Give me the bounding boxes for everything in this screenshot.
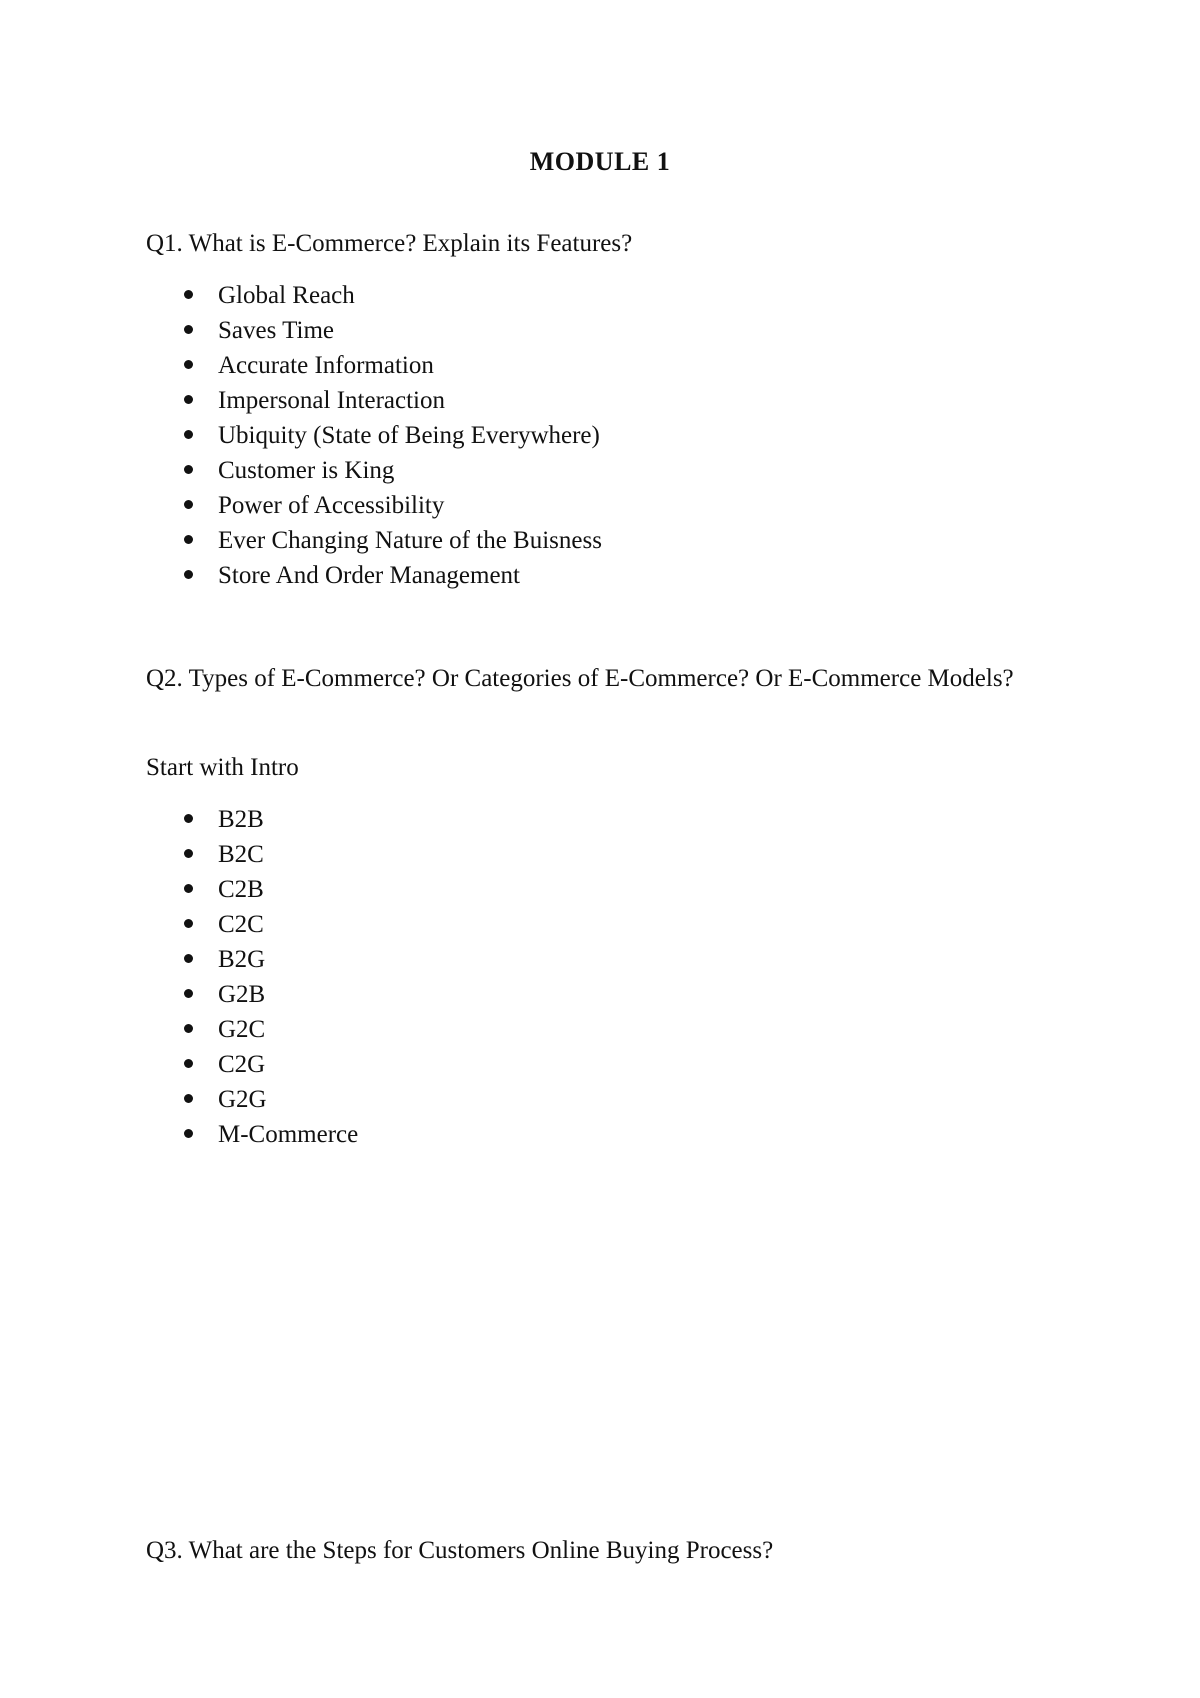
bullet-icon bbox=[184, 570, 193, 579]
bullet-icon bbox=[184, 954, 193, 963]
bullet-icon bbox=[184, 814, 193, 823]
question-2: Q2. Types of E-Commerce? Or Categories of E-Commerce? Or E-Commerce Models? bbox=[146, 665, 1014, 692]
bullet-icon bbox=[184, 360, 193, 369]
bullet-icon bbox=[184, 989, 193, 998]
document-page: MODULE 1 Q1. What is E-Commerce? Explain its Features? Global Reach Saves Time Accurate Information Impersonal Interaction Ubiquity (State of Being Everywhere) Customer is King Power of Accessibility Ever Changing Nature of the Buisness Store And Order Management Q2. Types of E-Commerce? Or Categories of E-Commerce? Or E-Commerce Models? Start with Intro B2B B2C C2B C2C B2G G2B G2C C2G G2G M-Commerce Q3. What are the Steps for Customers Online Buying Process? bbox=[0, 0, 1200, 1698]
module-title: MODULE 1 bbox=[529, 147, 671, 176]
bullet-icon bbox=[184, 500, 193, 509]
bullet-icon bbox=[184, 430, 193, 439]
bullet-icon bbox=[184, 465, 193, 474]
bullet-icon bbox=[184, 290, 193, 299]
bullet-icon bbox=[184, 1024, 193, 1033]
question-1: Q1. What is E-Commerce? Explain its Features? bbox=[146, 230, 633, 257]
bullet-icon bbox=[184, 919, 193, 928]
bullet-icon bbox=[184, 535, 193, 544]
bullet-icon bbox=[184, 1094, 193, 1103]
bullet-icon bbox=[184, 1129, 193, 1138]
bullet-icon bbox=[184, 395, 193, 404]
question-2-note: Start with Intro bbox=[146, 754, 299, 781]
bullet-icon bbox=[184, 849, 193, 858]
bullet-icon bbox=[184, 1059, 193, 1068]
question-3: Q3. What are the Steps for Customers Online Buying Process? bbox=[146, 1537, 774, 1564]
bullet-icon bbox=[184, 884, 193, 893]
bullet-icon bbox=[184, 325, 193, 334]
